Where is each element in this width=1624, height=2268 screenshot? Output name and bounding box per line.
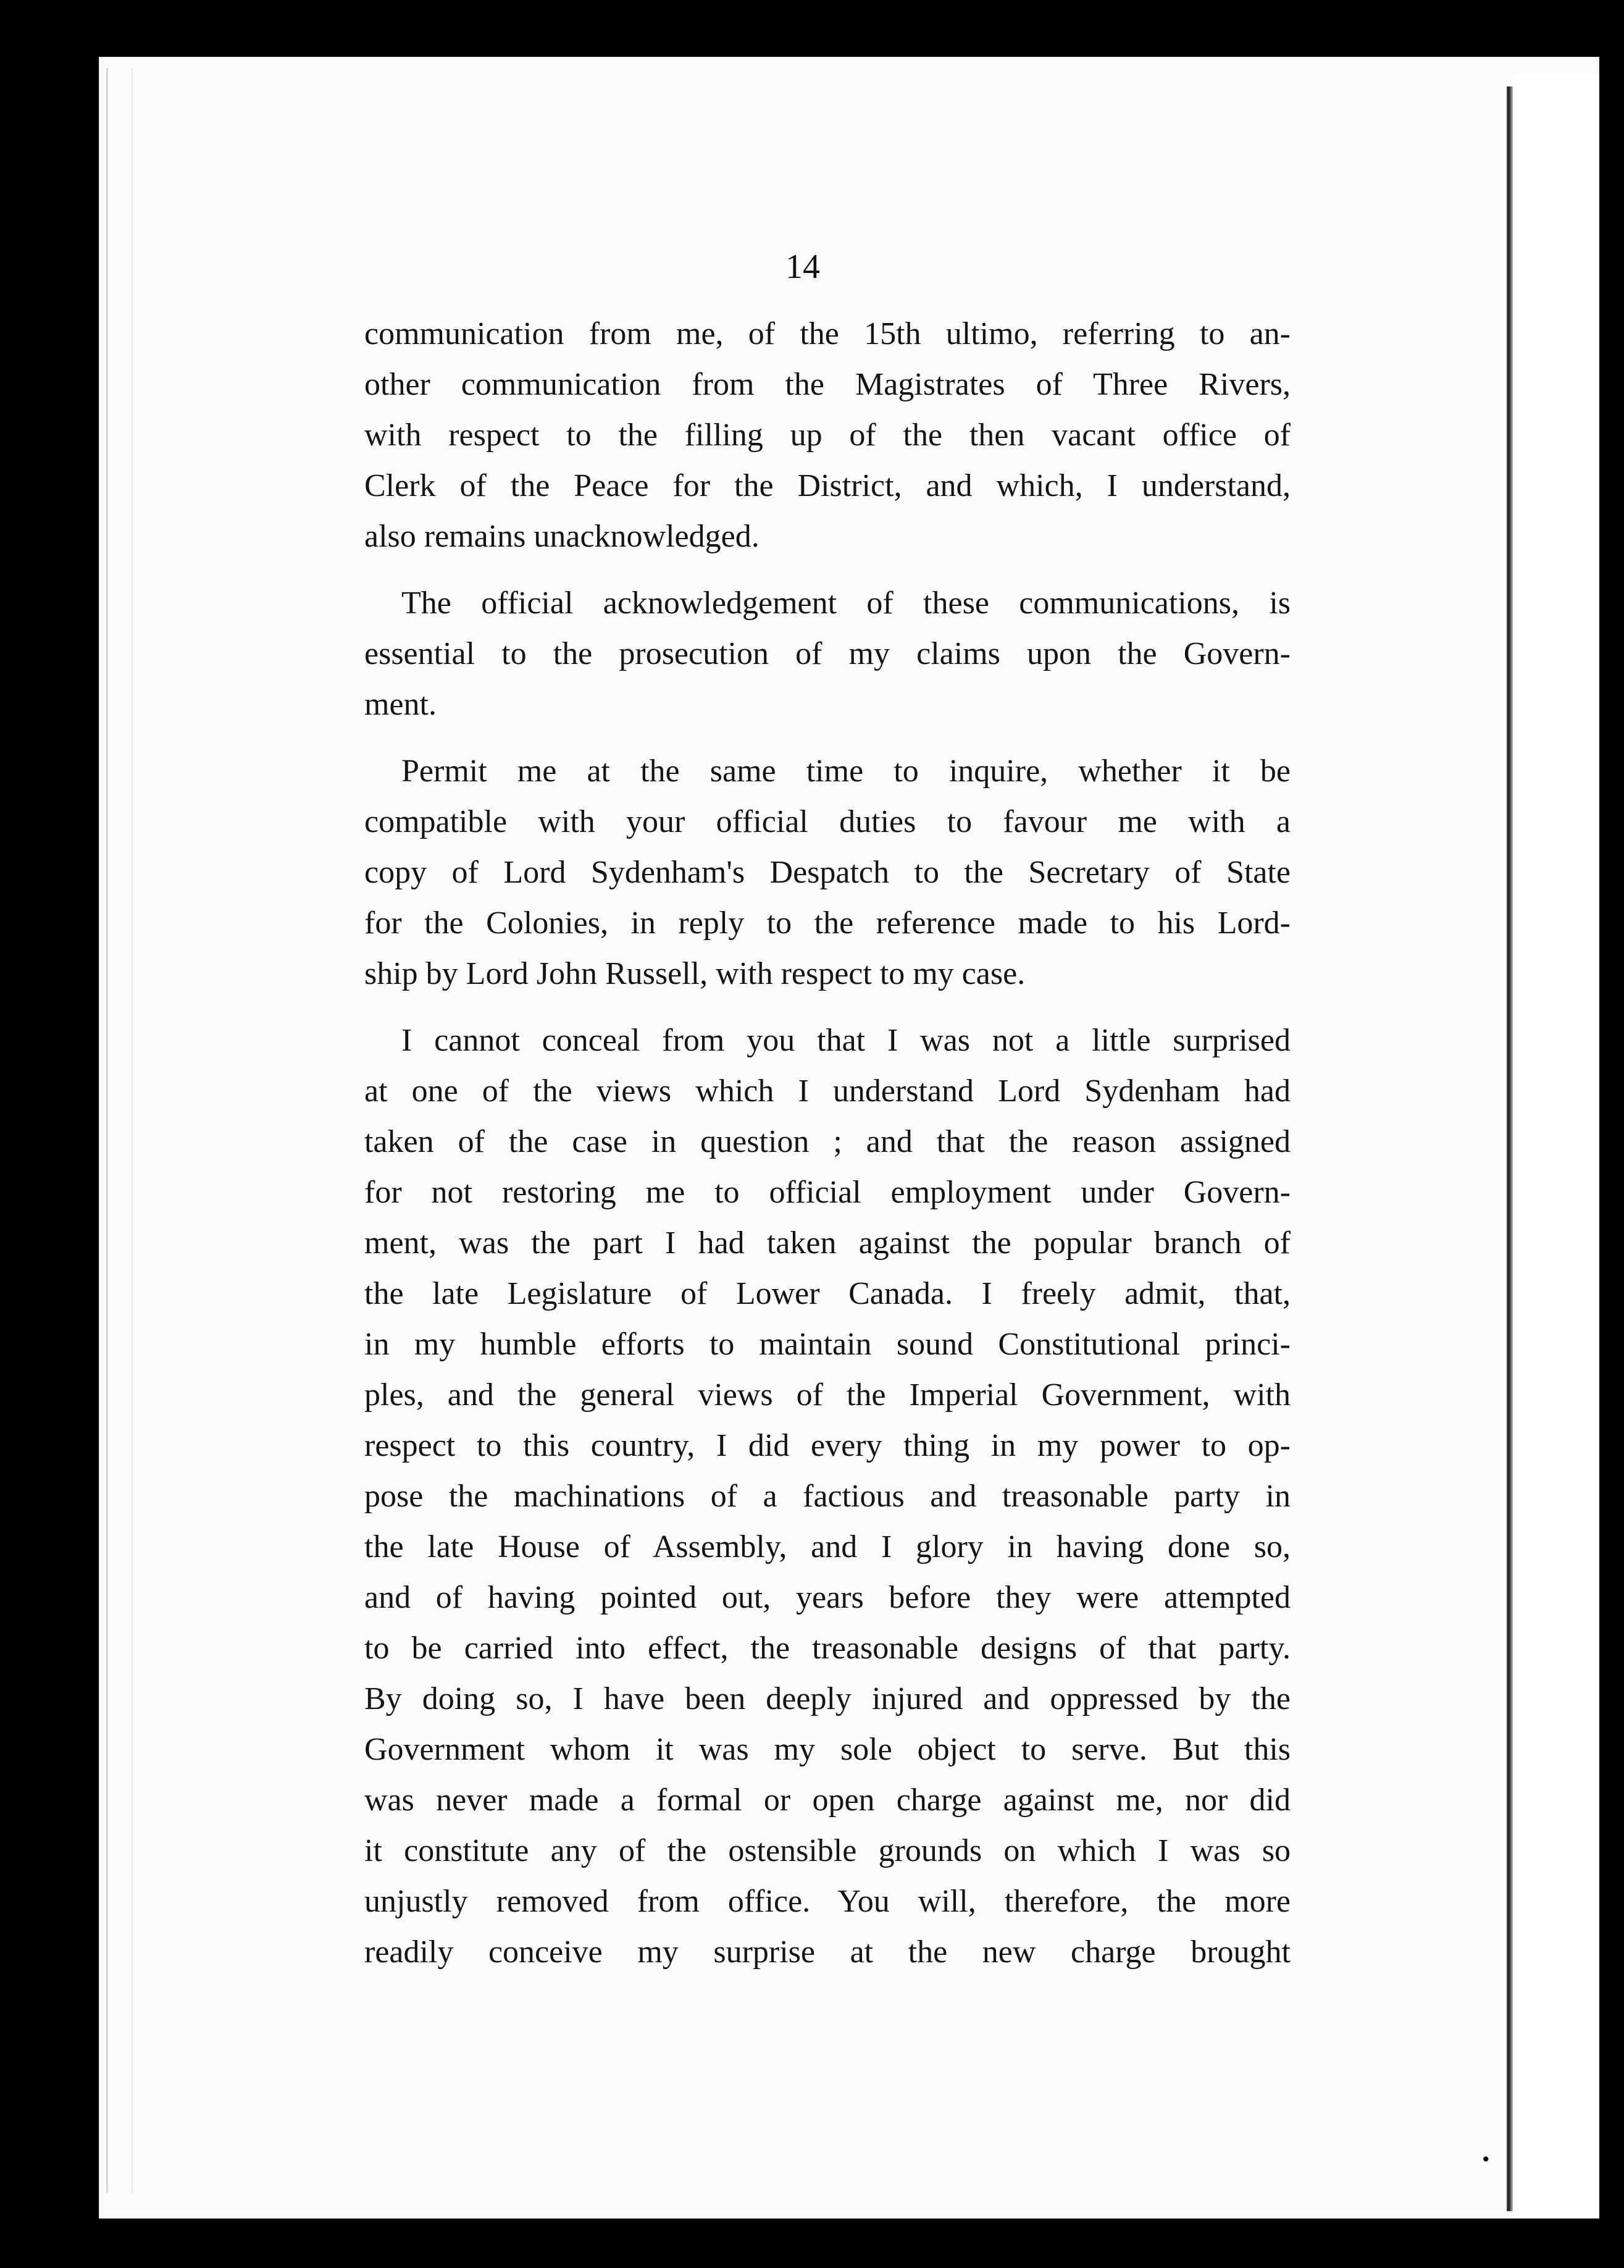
page-right-margin: [1513, 74, 1599, 2217]
text-line: Government whom it was my sole object to serve. But this: [364, 1732, 1291, 1767]
text-line: also remains unacknowledged.: [364, 519, 760, 554]
text-line: ment.: [364, 687, 437, 722]
text-line: readily conceive my surprise at the new charge brought: [364, 1934, 1291, 1970]
text-line: other communication from the Magistrates of Three Rivers,: [364, 367, 1291, 402]
text-line: essential to the prosecution of my claims upon the Govern-: [364, 636, 1291, 671]
text-line: for not restoring me to official employment under Govern-: [364, 1175, 1291, 1210]
text-line: and of having pointed out, years before they were attempted: [364, 1580, 1291, 1615]
text-line: ment, was the part I had taken against the popular branch of: [364, 1225, 1291, 1261]
text-line: copy of Lord Sydenham's Despatch to the Secretary of State: [364, 855, 1291, 890]
text-line: respect to this country, I did every thing in my power to op-: [364, 1428, 1291, 1463]
text-line: The official acknowledgement of these communications, is: [401, 586, 1291, 621]
paragraph-2: [364, 578, 1291, 730]
text-line: with respect to the filling up of the then vacant office of: [364, 418, 1291, 453]
paragraph-3: [364, 746, 1291, 999]
text-line: to be carried into effect, the treasonable designs of that party.: [364, 1631, 1291, 1666]
text-line: it constitute any of the ostensible grounds on which I was so: [364, 1833, 1291, 1868]
page-right-edge: [1507, 86, 1513, 2211]
text-line: pose the machinations of a factious and treasonable party in: [364, 1479, 1291, 1514]
text-line: the late House of Assembly, and I glory in having done so,: [364, 1529, 1291, 1564]
body-text: [364, 309, 1291, 1994]
text-line: taken of the case in question ; and that the reason assigned: [364, 1124, 1291, 1159]
text-line: compatible with your official duties to favour me with a: [364, 804, 1291, 839]
text-line: unjustly removed from office. You will, therefore, the more: [364, 1884, 1291, 1919]
page-number: 14: [785, 248, 820, 286]
paragraph-1: [364, 309, 1291, 562]
scan-speck: •: [1481, 2149, 1491, 2170]
text-line: ship by Lord John Russell, with respect to my case.: [364, 956, 1026, 991]
text-line: in my humble efforts to maintain sound Constitutional princi-: [364, 1327, 1291, 1362]
text-line: By doing so, I have been deeply injured and oppressed by the: [364, 1681, 1291, 1716]
page-left-edge: [106, 68, 133, 2193]
text-line: Permit me at the same time to inquire, whether it be: [401, 754, 1291, 789]
paragraph-4: [364, 1015, 1291, 1978]
text-line: at one of the views which I understand Lord Sydenham had: [364, 1073, 1291, 1109]
text-line: ples, and the general views of the Imperial Government, with: [364, 1377, 1291, 1413]
text-line: was never made a formal or open charge against me, nor did: [364, 1783, 1291, 1818]
text-line: I cannot conceal from you that I was not a little surprised: [401, 1023, 1291, 1058]
text-line: for the Colonies, in reply to the reference made to his Lord-: [364, 905, 1291, 941]
text-line: Clerk of the Peace for the District, and which, I understand,: [364, 468, 1291, 503]
text-line: communication from me, of the 15th ultimo, referring to an-: [364, 316, 1291, 351]
text-line: the late Legislature of Lower Canada. I freely admit, that,: [364, 1276, 1291, 1311]
